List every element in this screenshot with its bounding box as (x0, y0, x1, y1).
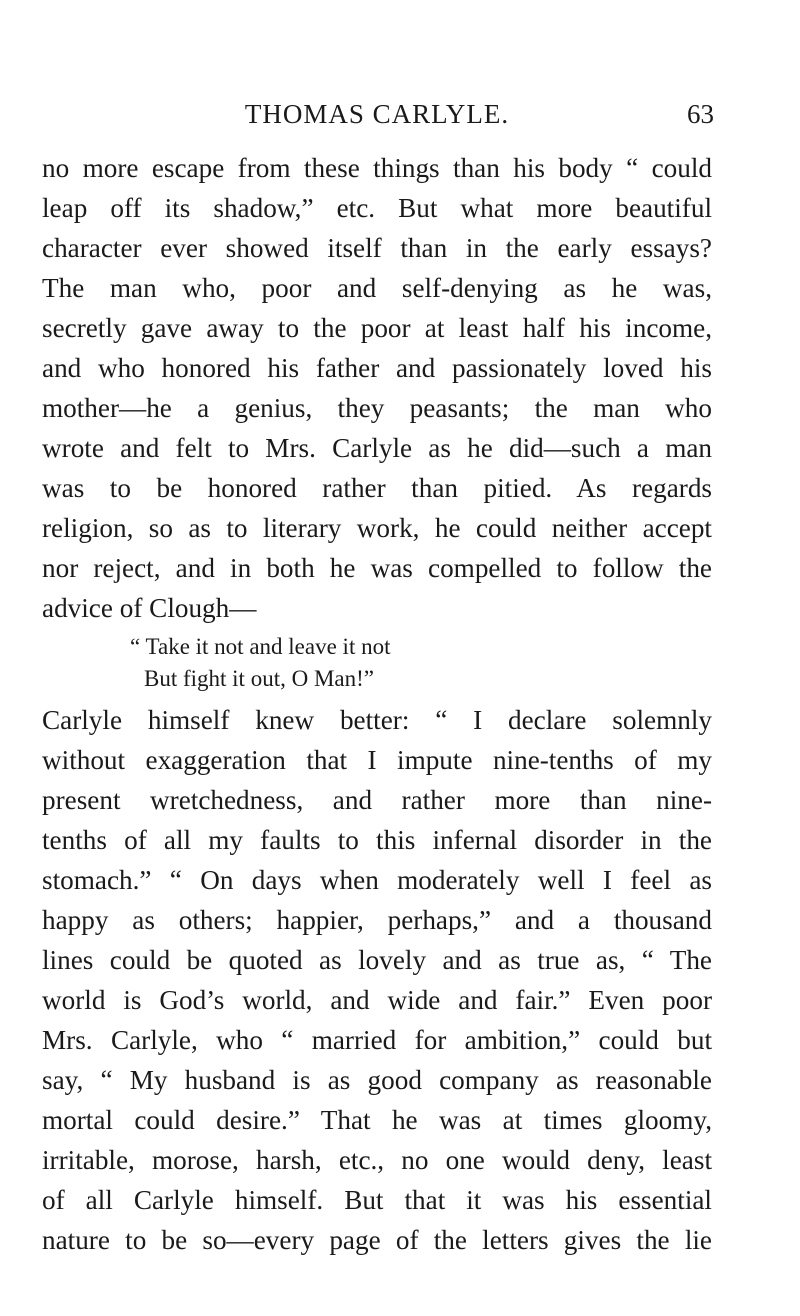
text-line: character ever showed itself than in the early essays? (42, 233, 712, 263)
verse-line: But fight it out, O Man!” (144, 666, 374, 691)
text-line: secretly gave away to the poor at least half his income, (42, 313, 712, 343)
text-line: and who honored his father and passionately loved his (42, 353, 712, 383)
paragraph-1 (42, 148, 712, 628)
text-line: nature to be so—every page of the letters gives the lie (42, 1225, 712, 1255)
text-line: lines could be quoted as lovely and as true as, “ The (42, 945, 712, 975)
text-line: no more escape from these things than his body “ could (42, 153, 712, 183)
body-text (42, 148, 712, 1260)
text-line: say, “ My husband is as good company as reasonable (42, 1065, 712, 1095)
text-line: wrote and felt to Mrs. Carlyle as he did—such a man (42, 433, 712, 463)
text-line: religion, so as to literary work, he could neither accept (42, 513, 712, 543)
text-line: stomach.” “ On days when moderately well I feel as (42, 865, 712, 895)
text-line: mortal could desire.” That he was at times gloomy, (42, 1105, 712, 1135)
text-line: tenths of all my faults to this infernal disorder in the (42, 825, 712, 855)
running-head (42, 94, 712, 134)
text-line: irritable, morose, harsh, etc., no one would deny, least (42, 1145, 712, 1175)
text-line: without exaggeration that I impute nine-tenths of my (42, 745, 712, 775)
text-line: advice of Clough— (42, 593, 257, 623)
paragraph-2 (42, 700, 712, 1260)
text-line: leap off its shadow,” etc. But what more beautiful (42, 193, 712, 223)
running-head-title: THOMAS CARLYLE. (244, 99, 510, 129)
text-line: present wretchedness, and rather more than nine- (42, 785, 712, 815)
text-line: nor reject, and in both he was compelled to follow the (42, 553, 712, 583)
text-line: happy as others; happier, perhaps,” and a thousand (42, 905, 712, 935)
verse-line: “ Take it not and leave it not (130, 634, 391, 659)
text-line: world is God’s world, and wide and fair.” Even poor (42, 985, 712, 1015)
text-line: was to be honored rather than pitied. As regards (42, 473, 712, 503)
text-line: Carlyle himself knew better: “ I declare solemnly (42, 705, 712, 735)
text-line: Mrs. Carlyle, who “ married for ambition,” could but (42, 1025, 712, 1055)
page-number: 63 (687, 99, 714, 129)
text-line: mother—he a genius, they peasants; the man who (42, 393, 712, 423)
text-line: The man who, poor and self-denying as he was, (42, 273, 712, 303)
verse-quote (42, 631, 712, 695)
text-line: of all Carlyle himself. But that it was his essential (42, 1185, 712, 1215)
